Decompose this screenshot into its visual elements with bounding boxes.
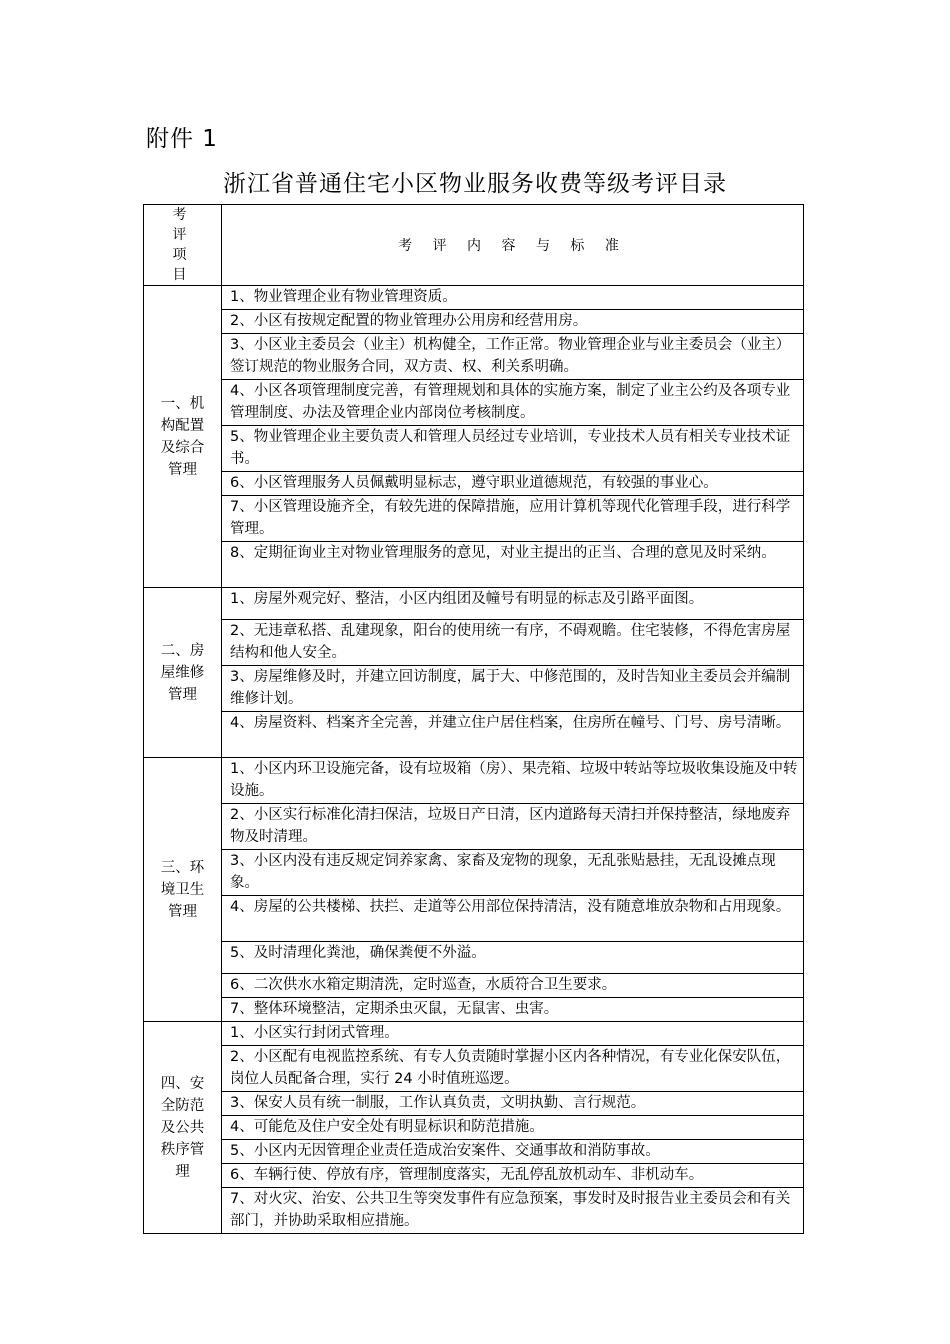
criterion-cell: 3、保安人员有统一制服，工作认真负责，文明执勤、言行规范。 <box>222 1092 804 1116</box>
section-category-cell <box>144 758 222 1022</box>
criterion-cell: 7、对火灾、治安、公共卫生等突发事件有应急预案，事发时及时报告业主委员会和有关部门，并协助采取相应措施。 <box>222 1188 804 1234</box>
table-row <box>144 1188 804 1234</box>
criterion-cell: 5、小区内无因管理企业责任造成治安案件、交通事故和消防事故。 <box>222 1140 804 1164</box>
table-row <box>144 310 804 334</box>
table-row <box>144 1092 804 1116</box>
attachment-label: 附件 1 <box>146 126 218 152</box>
section-category-label: 三、环境卫生管理 <box>160 859 205 920</box>
table-row <box>144 1164 804 1188</box>
table-row <box>144 758 804 804</box>
criterion-cell: 7、整体环境整洁，定期杀虫灭鼠，无鼠害、虫害。 <box>222 998 804 1022</box>
table-row <box>144 1046 804 1092</box>
table-row <box>144 850 804 896</box>
criterion-cell: 4、房屋的公共楼梯、扶拦、走道等公用部位保持清洁，没有随意堆放杂物和占用现象。 <box>222 896 804 942</box>
table-row <box>144 426 804 472</box>
table-row <box>144 804 804 850</box>
section-category-label: 一、机构配置及综合管理 <box>160 395 205 478</box>
section-category-label: 二、房屋维修管理 <box>160 642 205 703</box>
criterion-cell: 4、房屋资料、档案齐全完善，并建立住户居住档案，住房所在幢号、门号、房号清晰。 <box>222 712 804 758</box>
criterion-cell: 1、物业管理企业有物业管理资质。 <box>222 286 804 310</box>
table-row <box>144 620 804 666</box>
document-title: 浙江省普通住宅小区物业服务收费等级考评目录 <box>223 171 727 197</box>
criterion-cell: 7、小区管理设施齐全，有较先进的保障措施，应用计算机等现代化管理手段，进行科学管理。 <box>222 496 804 542</box>
criterion-cell: 2、小区实行标准化清扫保洁，垃圾日产日清，区内道路每天清扫并保持整洁，绿地废弃物及时清理。 <box>222 804 804 850</box>
criterion-cell: 2、小区有按规定配置的物业管理办公用房和经营用房。 <box>222 310 804 334</box>
section-category-label: 四、安全防范及公共秩序管理 <box>160 1075 205 1180</box>
criterion-cell: 6、小区管理服务人员佩戴明显标志，遵守职业道德规范，有较强的事业心。 <box>222 472 804 496</box>
table-row <box>144 472 804 496</box>
table-row <box>144 974 804 998</box>
criterion-cell: 5、物业管理企业主要负责人和管理人员经过专业培训，专业技术人员有相关专业技术证书。 <box>222 426 804 472</box>
header-category: 考 评 项 目 <box>144 205 222 286</box>
criterion-cell: 3、房屋维修及时，并建立回访制度，属于大、中修范围的，及时告知业主委员会并编制维修计划。 <box>222 666 804 712</box>
criterion-cell: 3、小区业主委员会（业主）机构健全，工作正常。物业管理企业与业主委员会（业主）签订规范的物业服务合同，双方责、权、利关系明确。 <box>222 334 804 380</box>
criterion-cell: 1、房屋外观完好、整洁，小区内组团及幢号有明显的标志及引路平面图。 <box>222 588 804 620</box>
header-content: 考 评 内 容 与 标 准 <box>222 205 804 286</box>
evaluation-table <box>143 204 804 1234</box>
table-header-row <box>144 205 804 286</box>
table-row <box>144 496 804 542</box>
criterion-cell: 8、定期征询业主对物业管理服务的意见，对业主提出的正当、合理的意见及时采纳。 <box>222 542 804 588</box>
criterion-cell: 6、车辆行使、停放有序，管理制度落实，无乱停乱放机动车、非机动车。 <box>222 1164 804 1188</box>
criterion-cell: 3、小区内没有违反规定饲养家禽、家畜及宠物的现象，无乱张贴悬挂，无乱设摊点现象。 <box>222 850 804 896</box>
table-row <box>144 712 804 758</box>
table-row <box>144 998 804 1022</box>
table-row <box>144 896 804 942</box>
table-row <box>144 1140 804 1164</box>
section-category-cell <box>144 286 222 588</box>
table-row <box>144 1022 804 1046</box>
criterion-cell: 1、小区实行封闭式管理。 <box>222 1022 804 1046</box>
criterion-cell: 5、及时清理化粪池，确保粪便不外溢。 <box>222 942 804 974</box>
table-row <box>144 588 804 620</box>
table-row <box>144 1116 804 1140</box>
criterion-cell: 6、二次供水水箱定期清洗，定时巡查，水质符合卫生要求。 <box>222 974 804 998</box>
table-row <box>144 286 804 310</box>
criterion-cell: 4、可能危及住户安全处有明显标识和防范措施。 <box>222 1116 804 1140</box>
criterion-cell: 2、无违章私搭、乱建现象，阳台的使用统一有序，不碍观瞻。住宅装修，不得危害房屋结构和他人安全。 <box>222 620 804 666</box>
section-category-cell <box>144 588 222 758</box>
table-row <box>144 380 804 426</box>
section-category-cell <box>144 1022 222 1234</box>
criterion-cell: 2、小区配有电视监控系统、有专人负责随时掌握小区内各种情况，有专业化保安队伍，岗位人员配备合理，实行 24 小时值班巡逻。 <box>222 1046 804 1092</box>
table-row <box>144 542 804 588</box>
table-row <box>144 666 804 712</box>
criterion-cell: 4、小区各项管理制度完善，有管理规划和具体的实施方案，制定了业主公约及各项专业管理制度、办法及管理企业内部岗位考核制度。 <box>222 380 804 426</box>
criterion-cell: 1、小区内环卫设施完备，设有垃圾箱（房）、果壳箱、垃圾中转站等垃圾收集设施及中转设施。 <box>222 758 804 804</box>
table-row <box>144 334 804 380</box>
table-row <box>144 942 804 974</box>
